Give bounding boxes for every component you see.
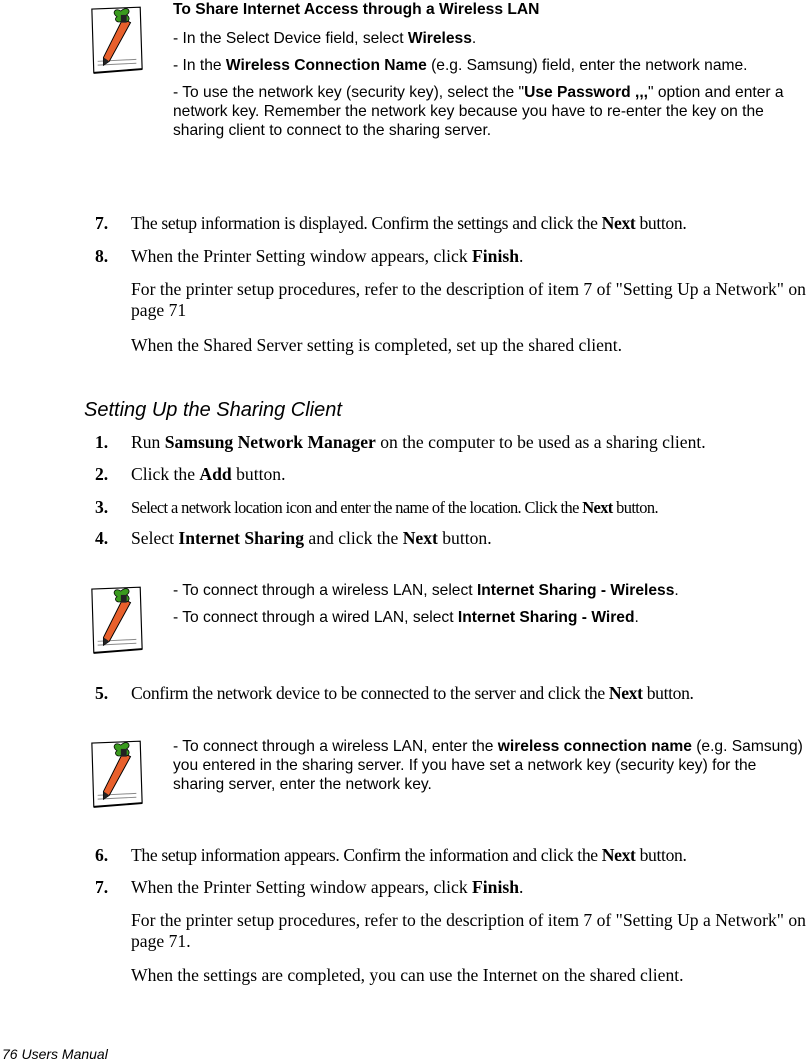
step-text-part: Select a network location icon and enter the name of the location. Click the <box>131 498 583 517</box>
note-text: (e.g. Samsung) field, enter the network name. <box>426 57 748 74</box>
step-text <box>131 877 809 898</box>
step-bold: Add <box>199 464 232 484</box>
step-number: 7. <box>95 213 109 233</box>
note-bold: wireless connection name <box>497 738 692 755</box>
note-line <box>173 56 807 75</box>
step-bold: Finish <box>472 877 519 897</box>
step-number: 5. <box>95 683 109 703</box>
step-bold: Next <box>402 528 438 548</box>
step-text-part: . <box>519 246 524 266</box>
step-text <box>131 845 809 866</box>
note-line <box>173 29 807 48</box>
step-text <box>131 683 809 704</box>
step-bold: Internet Sharing <box>178 528 304 548</box>
note-line <box>173 581 807 600</box>
step-number: 6. <box>95 845 109 865</box>
step-number: 1. <box>95 432 109 452</box>
step-text-part: button. <box>437 528 492 548</box>
step-number: 7. <box>95 877 109 897</box>
step-number: 4. <box>95 528 109 548</box>
note-line <box>173 737 803 794</box>
step-text-part: Run <box>131 432 165 452</box>
step-text-part: button. <box>231 464 286 484</box>
note-text: - To connect through a wired LAN, select <box>173 609 458 626</box>
note-title: To Share Internet Access through a Wireless LAN <box>173 1 540 18</box>
paragraph: When the Shared Server setting is completed, set up the shared client. <box>131 335 623 355</box>
page-footer: 76 Users Manual <box>2 1046 108 1062</box>
step-text <box>131 497 809 518</box>
step-text-part: Select <box>131 528 179 548</box>
note-bold: Use Password ,,, <box>524 84 648 101</box>
step-text-part: Click the <box>131 464 200 484</box>
step-bold: Finish <box>472 246 519 266</box>
step-text-part: button. <box>642 683 694 703</box>
step-text-part: button. <box>635 845 687 865</box>
note-bold: Wireless Connection Name <box>225 57 427 74</box>
note-text: - To connect through a wireless LAN, select <box>173 582 477 599</box>
note-pencil-icon <box>88 738 146 812</box>
step-text-part: When the Printer Setting window appears, click <box>131 246 473 266</box>
step-text-part: Confirm the network device to be connected to the server and click the <box>131 683 609 703</box>
step-text-part: button. <box>635 213 687 233</box>
note-bold: Internet Sharing - Wired <box>457 609 635 626</box>
step-bold: Next <box>601 845 636 865</box>
step-text <box>131 432 809 453</box>
step-text-part: . <box>519 877 524 897</box>
paragraph: When the settings are completed, you can use the Internet on the shared client. <box>131 965 684 985</box>
note-line <box>173 83 807 140</box>
note-pencil-icon <box>88 584 146 658</box>
note-text: - To use the network key (security key), select the " <box>173 84 525 101</box>
step-number: 2. <box>95 464 109 484</box>
step-text-part: The setup information appears. Confirm the information and click the <box>131 845 602 865</box>
step-number: 8. <box>95 246 109 266</box>
step-text-part: on the computer to be used as a sharing client. <box>375 432 706 452</box>
step-text-part: The setup information is displayed. Confirm the settings and click the <box>131 213 602 233</box>
step-text <box>131 528 809 549</box>
step-text <box>131 464 809 485</box>
note-bold: Internet Sharing - Wireless <box>476 582 675 599</box>
step-number: 3. <box>95 497 109 517</box>
note-text: (e.g. Samsung) you entered in the sharing server. If you have set a network key (security key) for the sharing server, enter the network key. <box>173 738 803 793</box>
note-text: - In the Select Device field, select <box>173 30 408 47</box>
step-text <box>131 213 809 234</box>
note-pencil-icon <box>88 4 146 78</box>
step-text <box>131 246 809 267</box>
step-text-part: button. <box>612 498 658 517</box>
note-line <box>173 608 807 627</box>
step-bold: Next <box>582 498 613 517</box>
step-bold: Next <box>601 213 636 233</box>
note-bold: Wireless <box>407 30 472 47</box>
note-text: . <box>634 609 639 626</box>
paragraph: For the printer setup procedures, refer to the description of item 7 of "Setting Up a Network" on page 71. <box>131 910 806 951</box>
note-text: . <box>471 30 477 47</box>
note-text: " option and enter a network key. Remember the network key because you have to re-enter the key on the sharing client to connect to the sharing server. <box>173 84 784 139</box>
step-text-part: and click the <box>304 528 403 548</box>
step-text-part: When the Printer Setting window appears, click <box>131 877 473 897</box>
note-text: - In the <box>173 57 226 74</box>
note-text: . <box>674 582 679 599</box>
paragraph: For the printer setup procedures, refer to the description of item 7 of "Setting Up a Network" on page 71 <box>131 279 806 320</box>
step-bold: Next <box>608 683 643 703</box>
section-heading: Setting Up the Sharing Client <box>84 399 342 421</box>
note-text: - To connect through a wireless LAN, enter the <box>173 738 498 755</box>
step-bold: Samsung Network Manager <box>164 432 376 452</box>
